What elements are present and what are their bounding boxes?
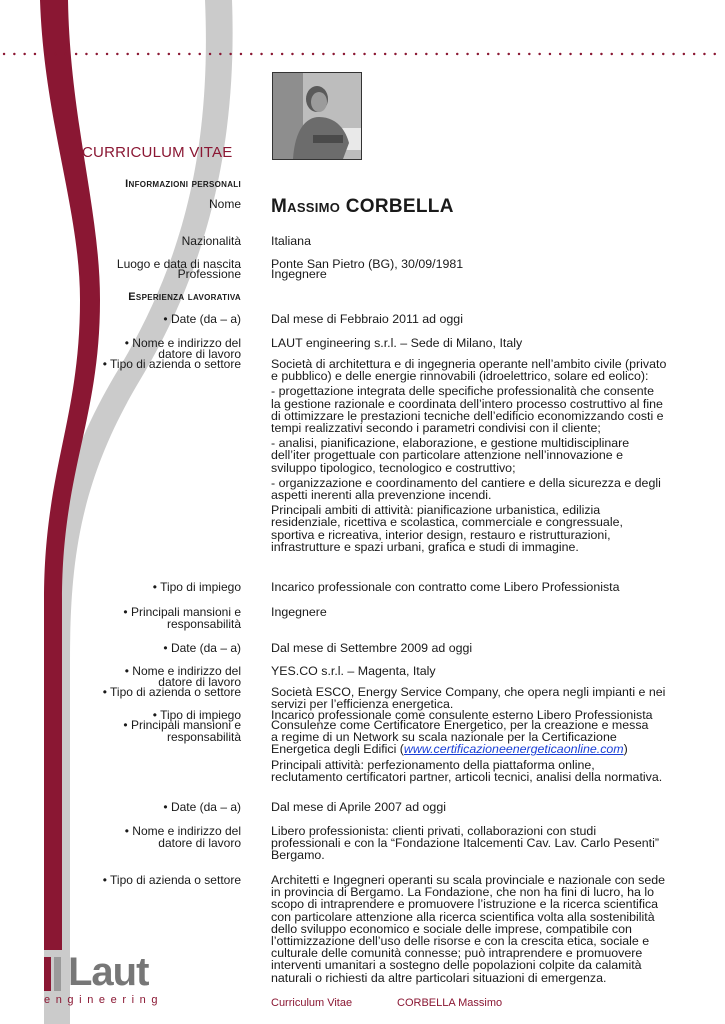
label-nome: Nome bbox=[208, 197, 241, 211]
text-line: Società ESCO, Energy Service Company, che opera negli impianti e nei bbox=[271, 685, 666, 699]
value-employer: LAUT engineering s.r.l. – Sede di Milano, Italy bbox=[271, 336, 523, 350]
text-line: naturali o richiesti da altre particolari situazioni di emergenza. bbox=[271, 970, 607, 985]
text-prefix: Energetica degli Edifici ( bbox=[271, 742, 404, 757]
value-mansioni bbox=[271, 719, 703, 783]
bullet-block bbox=[271, 477, 703, 501]
text-line: l’ottimizzazione dell’uso delle risorse e con la crescita etica, sociale e bbox=[271, 934, 650, 949]
text-line: professionali e con la “Fondazione Italcementi Cav. Lav. Carlo Pesenti” bbox=[271, 836, 659, 851]
value-sector bbox=[271, 686, 703, 710]
bullet-block bbox=[271, 437, 703, 474]
text-line: dello sviluppo economico e sociale delle imprese, compatibile con bbox=[271, 921, 632, 936]
value-employer bbox=[271, 825, 703, 862]
label-professione: Professione bbox=[177, 267, 241, 281]
value-sector bbox=[271, 874, 703, 984]
footer-left: Curriculum Vitae bbox=[271, 997, 353, 1009]
text-line: tempi realizzativi secondo i parametri condivisi con il cliente; bbox=[271, 421, 601, 436]
dotted-rule bbox=[0, 52, 725, 56]
value-professione: Ingegnere bbox=[271, 267, 327, 281]
value-mansioni: Ingegnere bbox=[271, 605, 327, 619]
label-nazionalita: Nazionalità bbox=[181, 234, 241, 248]
text-line: infrastrutture e spazi urbani, grafica e studi di immagine. bbox=[271, 539, 579, 554]
profile-photo bbox=[272, 72, 362, 160]
label-mansioni: • Principali mansioni e bbox=[123, 718, 241, 732]
text-line: residenziale, ricettiva e scolastica, commerciale e congressuale, bbox=[271, 515, 623, 530]
text-suffix: ) bbox=[623, 742, 628, 757]
text-line: Architetti e Ingegneri operanti su scala provinciale e nazionale con sede bbox=[271, 873, 665, 887]
text-line: - analisi, pianificazione, elaborazione, e gestione multidisciplinare bbox=[271, 436, 630, 451]
value-date: Dal mese di Febbraio 2011 ad oggi bbox=[271, 312, 463, 326]
label-employer: • Nome e indirizzo del bbox=[124, 336, 241, 350]
value-nazionalita: Italiana bbox=[271, 234, 311, 248]
value-date: Dal mese di Aprile 2007 ad oggi bbox=[271, 800, 446, 814]
logo-wordmark: Laut bbox=[68, 950, 149, 994]
value-sector bbox=[271, 358, 703, 553]
label-employer-2: datore di lavoro bbox=[158, 675, 241, 689]
text-line: dell’iter progettuale con particolare attenzione nell’innovazione e bbox=[271, 448, 623, 463]
value-employer: YES.CO s.r.l. – Magenta, Italy bbox=[271, 664, 436, 678]
label-sector: • Tipo di azienda o settore bbox=[102, 357, 241, 371]
website-link[interactable]: www.certificazioneenergeticaonline.com bbox=[403, 742, 624, 757]
label-date: • Date (da – a) bbox=[163, 641, 241, 655]
label-employer: • Nome e indirizzo del bbox=[124, 824, 241, 838]
text-line: Consulenze come Certificatore Energetico, per la creazione e messa bbox=[271, 718, 649, 732]
text-line bbox=[271, 743, 703, 755]
label-employer-2: datore di lavoro bbox=[158, 347, 241, 361]
label-date: • Date (da – a) bbox=[163, 312, 241, 326]
label-date: • Date (da – a) bbox=[163, 800, 241, 814]
text-line: interventi umanitari a sostegno delle popolazioni colpite da calamità bbox=[271, 958, 642, 973]
person-name: Massimo CORBELLA bbox=[271, 196, 454, 217]
text-line: la gestione razionale e coordinata dell’intero processo costruttivo al fine bbox=[271, 396, 663, 411]
text-line: con particolare attenzione alla ricerca scientifica volta alla sostenibilità bbox=[271, 909, 655, 924]
text-line: e pubblico) e delle energie rinnovabili (idroelettrico, solare ed eolico): bbox=[271, 369, 649, 384]
label-impiego: • Tipo di impiego bbox=[152, 580, 241, 594]
text-line: culturale delle comunità connesse; può intraprendere e promuovere bbox=[271, 946, 643, 961]
text-line: di ottimizzare le prestazioni tecniche dell’edificio economizzando costi e bbox=[271, 408, 664, 423]
value-impiego: Incarico professionale con contratto come Libero Professionista bbox=[271, 580, 620, 594]
logo-subtitle: engineering bbox=[44, 994, 164, 1006]
value-luogo: Ponte San Pietro (BG), 30/09/1981 bbox=[271, 257, 464, 271]
cv-title: CURRICULUM VITAE bbox=[82, 144, 233, 161]
section-experience: Esperienza lavorativa bbox=[128, 291, 241, 303]
text-line: aspetti inerenti alla prevenzione incendi. bbox=[271, 488, 492, 503]
text-line: Società di architettura e di ingegneria operante nell’ambito civile (privato bbox=[271, 357, 667, 371]
text-line: Principali ambiti di attività: pianificazione urbanistica, edilizia bbox=[271, 503, 601, 518]
label-mansioni-2: responsabilità bbox=[166, 617, 241, 631]
text-line: sviluppo tipologico, tecnologico e costruttivo; bbox=[271, 460, 516, 475]
text-line: in provincia di Bergamo. La Fondazione, che non ha fini di lucro, ha lo bbox=[271, 885, 654, 900]
label-employer-2: datore di lavoro bbox=[158, 836, 241, 850]
footer-right: CORBELLA Massimo bbox=[397, 997, 503, 1009]
label-impiego: • Tipo di impiego bbox=[152, 708, 241, 722]
ambiti-block bbox=[271, 504, 703, 553]
label-sector: • Tipo di azienda o settore bbox=[102, 873, 241, 887]
label-sector: • Tipo di azienda o settore bbox=[102, 685, 241, 699]
text-line: Libero professionista: clienti privati, collaborazioni con studi bbox=[271, 824, 597, 838]
text-line: Bergamo. bbox=[271, 848, 325, 863]
label-employer: • Nome e indirizzo del bbox=[124, 664, 241, 678]
value-date: Dal mese di Settembre 2009 ad oggi bbox=[271, 641, 473, 655]
text-line: servizi per l’efficienza energetica. bbox=[271, 697, 454, 712]
label-mansioni-2: responsabilità bbox=[166, 730, 241, 744]
label-luogo: Luogo e data di nascita bbox=[116, 257, 241, 271]
text-line: sportiva e ricreativa, interior design, restauro e ristrutturazioni, bbox=[271, 527, 611, 542]
text-line: - organizzazione e coordinamento del cantiere e della sicurezza e degli bbox=[271, 475, 661, 490]
label-mansioni: • Principali mansioni e bbox=[123, 605, 241, 619]
text-line: scopo di intraprendere e promuovere l’istruzione e la ricerca scientifica bbox=[271, 897, 659, 912]
attivita-block bbox=[271, 759, 703, 783]
text-line: reclutamento certificatori partner, articoli tecnici, analisi della normativa. bbox=[271, 769, 663, 784]
bullet-block bbox=[271, 385, 703, 434]
text-line: - progettazione integrata delle specifiche professionalità che consente bbox=[271, 384, 654, 399]
text-line: Principali attività: perfezionamento della piattaforma online, bbox=[271, 757, 595, 772]
text-line: a regime di un Network su scala nazionale per la Certificazione bbox=[271, 730, 617, 745]
section-personal-info: Informazioni personali bbox=[125, 178, 241, 190]
value-impiego: Incarico professionale come consulente esterno Libero Professionista bbox=[271, 708, 653, 722]
